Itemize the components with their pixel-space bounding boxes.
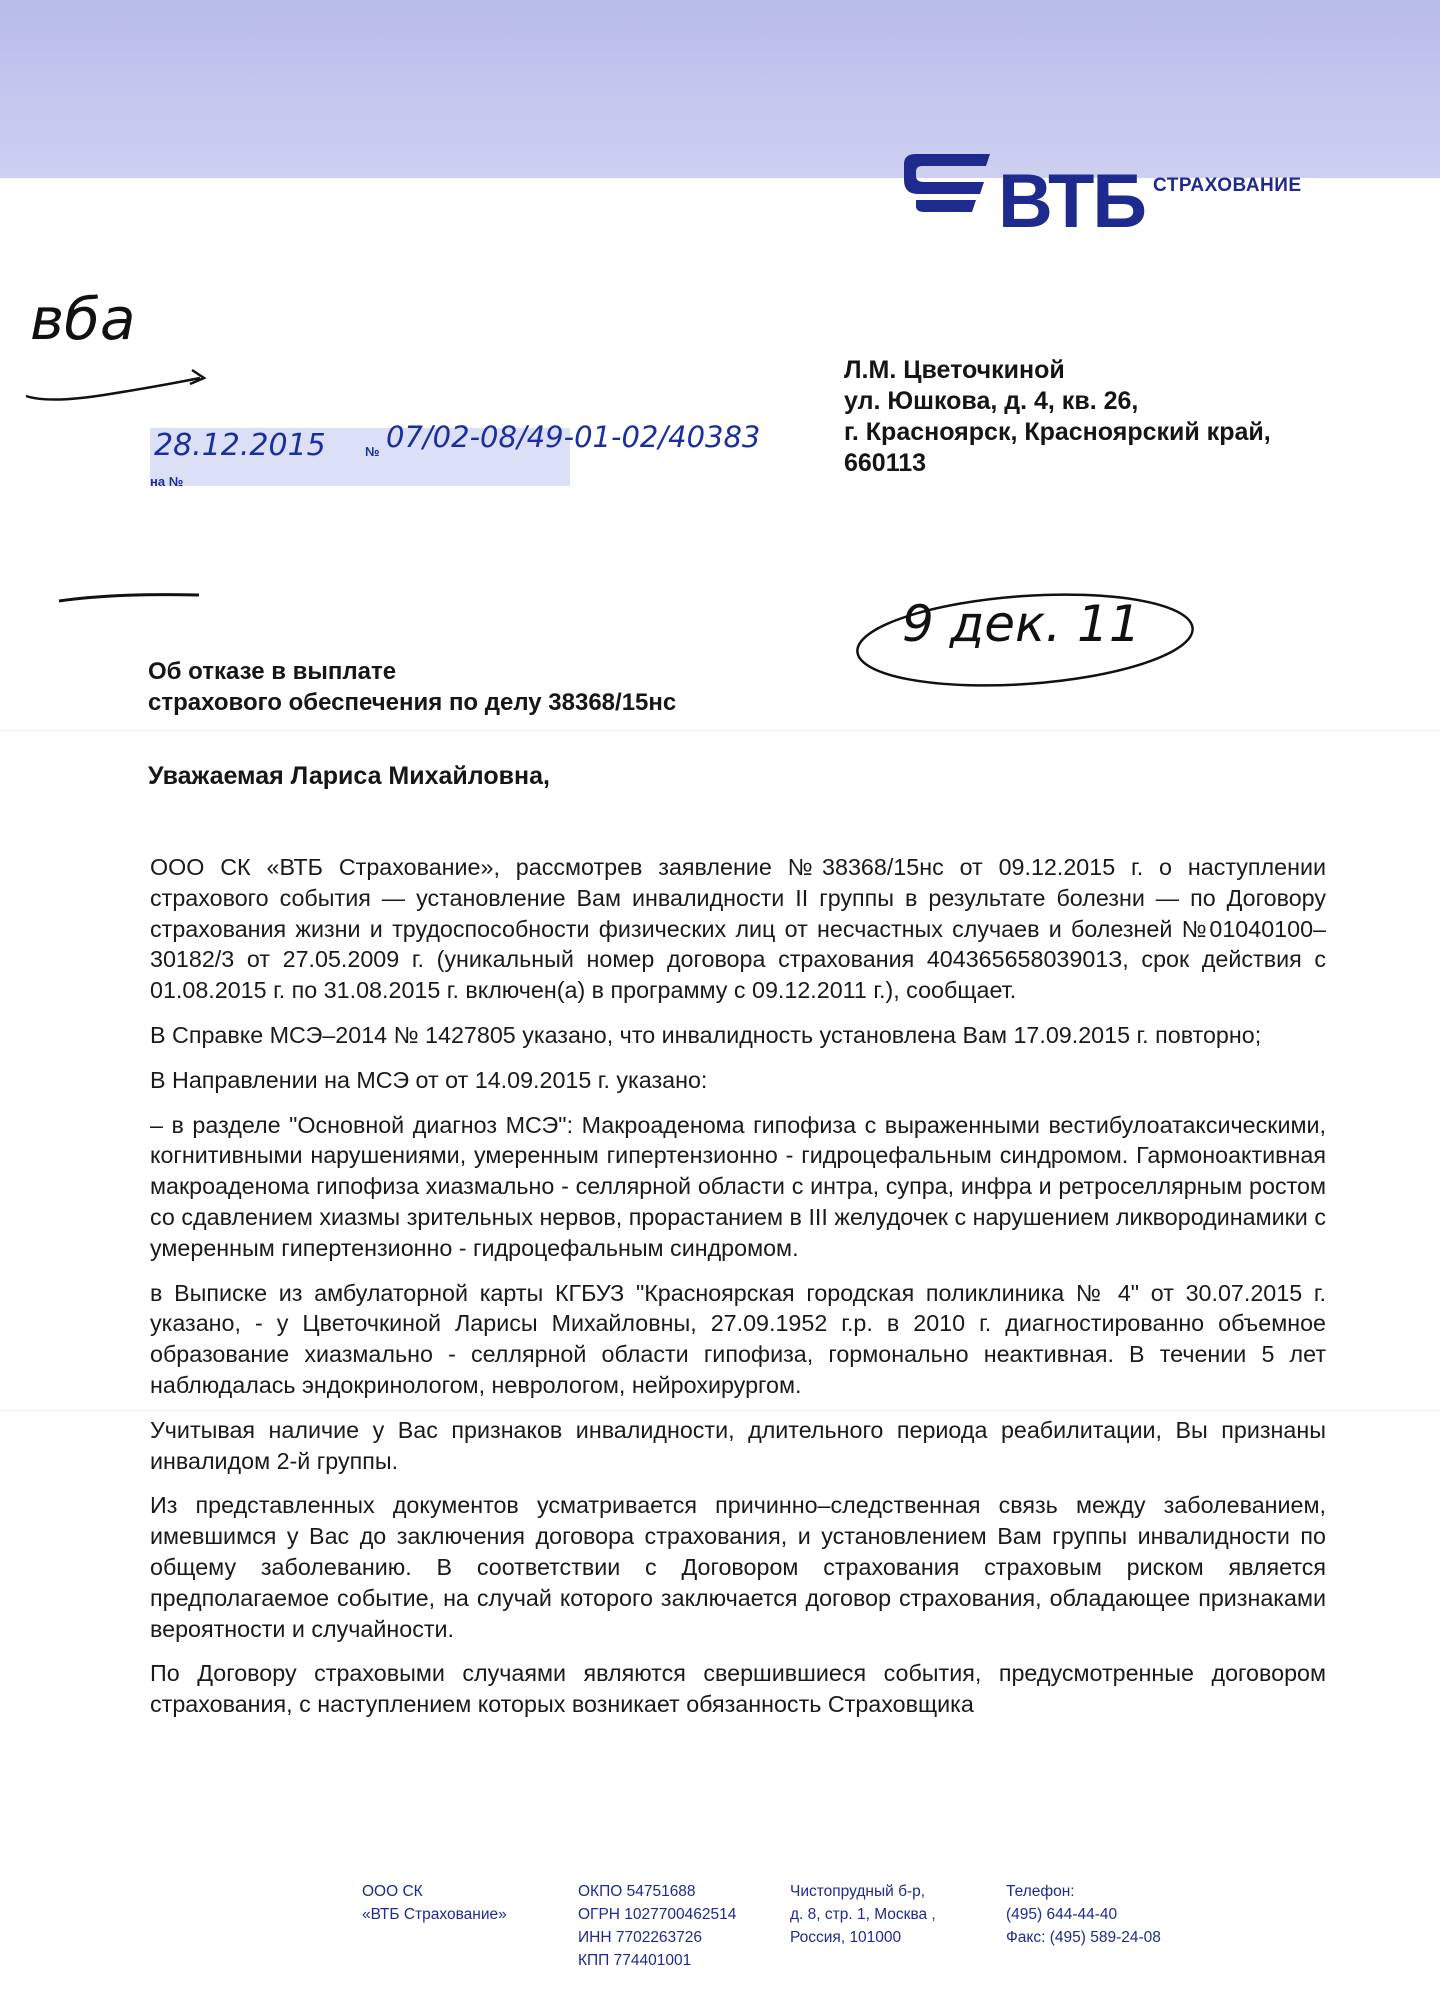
recipient-line: 660113 bbox=[844, 449, 927, 477]
recipient-line: Л.М. Цветочкиной bbox=[844, 356, 1065, 384]
body-paragraph: В Направлении на МСЭ от от 14.09.2015 г. указано: bbox=[150, 1066, 708, 1093]
body-paragraph: По Договору страховыми случаями являются свершившиеся события, предусмотренные договором страхования, с наступлением которых возникает обязанность Страховщика bbox=[150, 1660, 1326, 1718]
in-reply-to-label: на № bbox=[150, 474, 184, 489]
footer-line: ОГРН 1027700462514 bbox=[578, 1906, 737, 1923]
recipient-address bbox=[844, 355, 1271, 479]
logo-wordmark: ВТБ bbox=[998, 159, 1146, 244]
footer-registration bbox=[578, 1880, 736, 1972]
footer-line: ИНН 7702263726 bbox=[578, 1929, 703, 1946]
handwritten-reference-number: 07/02-08/49-01-02/40383 bbox=[386, 420, 761, 454]
footer-company bbox=[362, 1880, 507, 1926]
footer-line: д. 8, стр. 1, Москва , bbox=[790, 1906, 936, 1923]
footer-contacts bbox=[1006, 1880, 1161, 1949]
letter-body bbox=[150, 852, 1326, 1734]
greeting: Уважаемая Лариса Михайловна, bbox=[148, 762, 550, 790]
footer-line: (495) 644-44-40 bbox=[1006, 1906, 1118, 1923]
letter-subject bbox=[148, 656, 676, 718]
body-paragraph: Из представленных документов усматривается причинно–следственная связь между заболеванием, имевшимся у Вас до заключения договора страхования, и установлением Вам группы инвалидности по общему заболеванию. В соответствии с Договором страхования страховым риском является предполагаемое событие, на случай которого заключается договор страхования, обладающее признаками вероятности и случайности. bbox=[150, 1492, 1326, 1642]
body-paragraph: – в разделе "Основной диагноз МСЭ": Макроаденома гипофиза с выраженными вестибулоатаксическими, когнитивными нарушениями, умеренным гипертензионно - гидроцефальным синдромом. Гармоноактивная макроаденома гипофиза хиазмально - селлярной области с интра, супра, инфра и ретроселлярным ростом со сдавлением хиазмы зрительных нервов, прорастанием в III желудочек с нарушением ликвородинамики с умеренным гипертензионно - гидроцефальным синдромом. bbox=[150, 1111, 1326, 1261]
footer-address bbox=[790, 1880, 936, 1949]
handwritten-date: 28.12.2015 bbox=[154, 428, 326, 463]
recipient-line: ул. Юшкова, д. 4, кв. 26, bbox=[844, 387, 1139, 415]
footer-line: ОКПО 54751688 bbox=[578, 1883, 696, 1900]
reference-number-label: № bbox=[365, 444, 380, 459]
vtb-logo bbox=[898, 140, 1318, 250]
recipient-line: г. Красноярск, Красноярский край, bbox=[844, 418, 1271, 446]
vtb-logo-mark-icon bbox=[898, 150, 993, 220]
body-paragraph: В Справке МСЭ–2014 № 1427805 указано, что инвалидность установлена Вам 17.09.2015 г. повторно; bbox=[150, 1021, 1262, 1048]
footer-line: Телефон: bbox=[1006, 1883, 1075, 1900]
footer-line: КПП 774401001 bbox=[578, 1952, 692, 1969]
handwritten-note: вба bbox=[30, 285, 136, 353]
received-stamp bbox=[850, 585, 1200, 695]
footer-line: «ВТБ Страхование» bbox=[362, 1906, 507, 1923]
footer-line: ООО СК bbox=[362, 1883, 423, 1900]
footer-line: Чистопрудный б-р, bbox=[790, 1883, 926, 1900]
body-paragraph: ООО СК «ВТБ Страхование», рассмотрев заявление №38368/15нс от 09.12.2015 г. о наступлении страхового события — установление Вам инвалидности II группы в результате болезни — по Договору страхования жизни и трудоспособности физических лиц от несчастных случаев и болезней №01040100–30182/3 от 27.05.2009 г. (уникальный номер договора страхования 40436565803901З, срок действия с 01.08.2015 г. по 31.08.2015 г. включен(а) в программу с 09.12.2011 г.), сообщает. bbox=[150, 854, 1326, 1004]
subject-line: страхового обеспечения по делу 38368/15нс bbox=[148, 689, 677, 716]
body-paragraph: в Выписке из амбулаторной карты КГБУЗ "Красноярская городская поликлиника № 4" от 30.07.2015 г. указано, - у Цветочкиной Ларисы Михайловны, 27.09.1952 г.р. в 2010 г. диагностированно объемное образование хиазмально - селлярной области гипофиза, гормонально неактивная. В течении 5 лет наблюдалась эндокринологом, неврологом, нейрохирургом. bbox=[150, 1279, 1326, 1398]
paper-fold bbox=[0, 730, 1440, 731]
footer-line: Россия, 101000 bbox=[790, 1929, 902, 1946]
reference-block bbox=[150, 420, 761, 489]
footer-line: Факс: (495) 589-24-08 bbox=[1006, 1929, 1161, 1946]
logo-subtitle: СТРАХОВАНИЕ bbox=[1153, 175, 1302, 196]
handwritten-arrow-icon bbox=[20, 360, 220, 410]
body-paragraph: Учитывая наличие у Вас признаков инвалидности, длительного периода реабилитации, Вы признаны инвалидом 2-й группы. bbox=[150, 1416, 1326, 1474]
subject-line: Об отказе в выплате bbox=[148, 658, 397, 685]
handwritten-dash-icon bbox=[55, 585, 205, 610]
stamp-text: 9 дек. 11 bbox=[902, 595, 1141, 653]
